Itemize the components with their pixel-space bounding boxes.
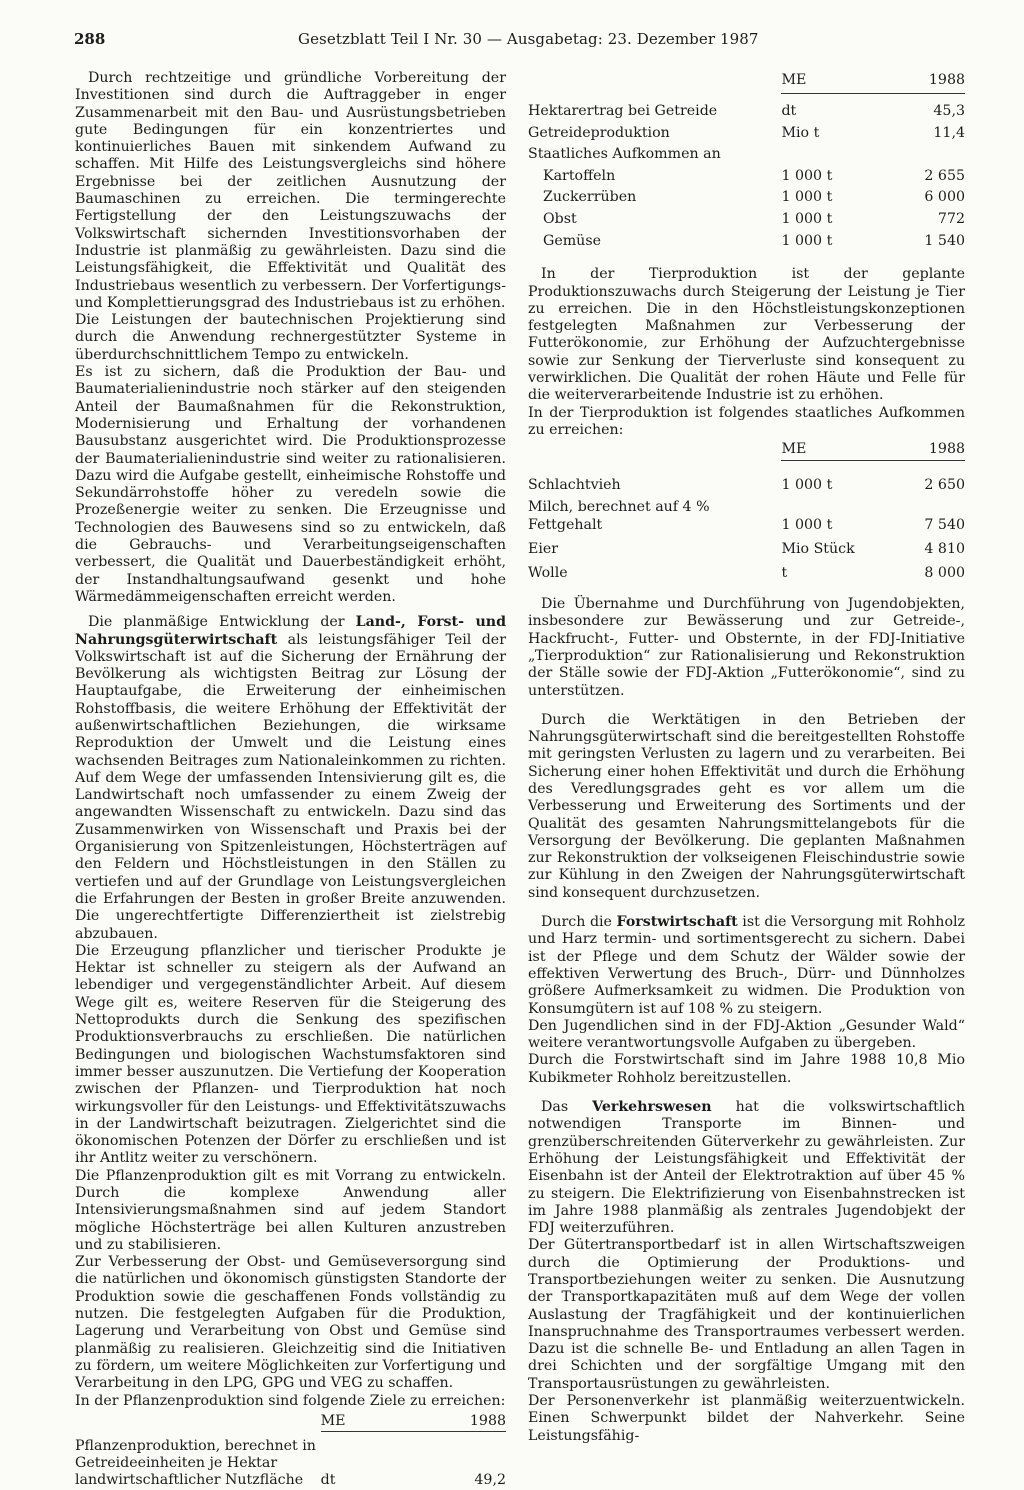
table-cell-label: Schlachtvieh xyxy=(528,476,621,493)
table-cell-unit: 1 000 t xyxy=(781,211,833,228)
table-cell-label: Wolle xyxy=(528,564,568,581)
table-cell-value: 7 540 xyxy=(924,516,965,533)
table-cell-label: Eier xyxy=(528,540,559,557)
table-cell-unit: 1 000 t xyxy=(781,232,833,249)
table-row xyxy=(528,187,965,209)
table-cell-label: Zuckerrüben xyxy=(543,189,637,206)
table-row xyxy=(528,494,965,534)
table-cell-unit: 1 000 t xyxy=(781,476,833,493)
table-header-year: 1988 xyxy=(424,1413,506,1432)
paragraph: Die Erzeugung pflanzlicher und tierischer Produkte je Hektar ist schneller zu steigern als der Aufwand an lebendiger und vergegenständlichter Arbeit. Auf diesem Wege gilt es, weitere Reserven für die Steigerung des Nettoprodukts durch die Senkung des spezifischen Produktionsverbrauchs zu erschließen. Die natürlichen Bedingungen und biologischen Wachstumsfaktoren sind immer besser auszunutzen. Die Vertiefung der Kooperation zwischen der Pflanzen- und Tierproduktion hat noch wirkungsvoller für den Leistungs- und Effektivitätszuwachs in der Landwirtschaft beizutragen. Zielgerichtet sind die ökonomischen Potenzen der Dörfer zu erschließen und ist ihr Antlitz weiter zu verschönern. xyxy=(75,942,506,1167)
table-cell-unit: Mio t xyxy=(781,124,820,141)
paragraph-text: hat die volkswirtschaftlich notwendigen Transporte im Binnen- und grenzüberschreitenden Güterverkehr zu gewährleisten. Zur Erhöhung der Leistungsfähigkeit und Effektivität der Eisenbahn ist der Anteil der Elektrotraktion auf über 45 % zu steigern. Die Elektrifizierung von Eisenbahnstrecken ist im Jahre 1988 planmäßig als zentrales Jugendobjekt der FDJ weiterzuführen. xyxy=(528,1099,965,1237)
plant-production-table xyxy=(75,1413,506,1490)
paragraph-text: Die planmäßige Entwicklung der xyxy=(88,614,356,631)
table-cell-unit: 1 000 t xyxy=(781,516,833,533)
paragraph: In der Tierproduktion ist folgendes staatliches Aufkommen zu erreichen: xyxy=(528,404,965,438)
running-title: Gesetzblatt Teil I Nr. 30 — Ausgabetag: 23. Dezember 1987 xyxy=(298,30,759,48)
table-cell-value: 45,3 xyxy=(933,103,965,120)
table-cell-label: Getreideproduktion xyxy=(528,124,670,141)
table-header-row xyxy=(528,70,965,93)
table-row xyxy=(528,534,965,558)
paragraph: Zur Verbesserung der Obst- und Gemüseversorgung sind die natürlichen und ökonomisch günstigsten Standorte der Produktion sowie die geschaffenen Fonds vollständig zu nutzen. Die festgelegten Aufgaben für die Produktion, Lagerung und Verarbeitung von Obst und Gemüse sind planmäßig zu realisieren. Gleichzeitig sind die Initiativen zu fördern, um weitere Möglichkeiten zur Vorfertigung und Verarbeitung in den LPG, GPG und VEG zu schaffen. xyxy=(75,1254,506,1392)
table-row xyxy=(528,123,965,145)
table-row xyxy=(528,231,965,253)
left-column xyxy=(75,70,506,1490)
paragraph: In der Pflanzenproduktion sind folgende Ziele zu erreichen: xyxy=(75,1392,506,1409)
section-keyword: Forstwirtschaft xyxy=(616,914,738,931)
table-cell-unit: dt xyxy=(781,103,797,120)
page-number: 288 xyxy=(74,30,106,48)
animal-production-table xyxy=(528,441,965,582)
table-header-year: 1988 xyxy=(886,441,965,460)
table-cell-value: 49,2 xyxy=(474,1472,506,1489)
table-cell-unit: dt xyxy=(320,1472,336,1489)
table-cell-label: Obst xyxy=(543,211,577,228)
table-header-unit: ME xyxy=(781,441,886,460)
table-cell-value: 11,4 xyxy=(933,124,965,141)
paragraph: Durch die Forstwirtschaft sind im Jahre 1988 10,8 Mio Kubikmeter Rohholz bereitzustellen. xyxy=(528,1052,965,1086)
paragraph xyxy=(528,1099,965,1237)
table-cell-value: 4 810 xyxy=(924,540,965,557)
table-cell-unit: 1 000 t xyxy=(781,189,833,206)
table-cell-unit: t xyxy=(781,564,788,581)
table-cell-unit: 1 000 t xyxy=(781,167,833,184)
table-cell-value: 1 540 xyxy=(924,232,965,249)
right-column xyxy=(528,70,965,1445)
table-row xyxy=(528,144,965,166)
section-keyword: Land-, Forst- und Nahrungsgüterwirtschaft xyxy=(75,614,506,648)
table-row xyxy=(528,101,965,123)
paragraph: Der Personenverkehr ist planmäßig weiterzuentwickeln. Einen Schwerpunkt bildet der Nahverkehr. Seine Leistungsfähig- xyxy=(528,1393,965,1444)
paragraph: Die Leistungen der bautechnischen Projektierung sind durch die Anwendung rechnergestützter Systeme in überdurchschnittlichem Tempo zu entwickeln. xyxy=(75,312,506,363)
table-cell-value: 6 000 xyxy=(924,189,965,206)
table-row xyxy=(528,558,965,582)
section-keyword: Verkehrswesen xyxy=(592,1099,712,1116)
paragraph: Den Jugendlichen sind in der FDJ-Aktion „Gesunder Wald“ weitere verantwortungsvolle Aufgaben zu übergeben. xyxy=(528,1017,965,1052)
paragraph-text: Durch die xyxy=(541,914,617,931)
paragraph-text: ist die Versorgung mit Rohholz und Harz termin- und sortimentsgerecht zu sichern. Dabei ist der Pflege und dem Schutz der Wälder sowie der effektiven Verwertung des Bruch-, Dürr- und Dünnholzes größere Aufmerksamkeit zu widmen. Die Produktion von Konsumgütern ist auf 108 % zu steigern. xyxy=(528,914,965,1017)
table-header-row xyxy=(75,1413,506,1432)
paragraph xyxy=(528,914,965,1018)
table-cell-label: Pflanzenproduktion, berechnet in Getreideeinheiten je Hektar landwirtschaftlicher Nutzfläche xyxy=(75,1437,316,1489)
table-cell-label: Gemüse xyxy=(543,232,601,249)
paragraph-text: als leistungsfähiger Teil der Volkswirtschaft ist auf die Sicherung der Ernährung der Bevölkerung als wichtigsten Beitrag zur Lösung der Hauptaufgabe, die Erweiterung der einheimischen Rohstoffbasis, die weitere Erhöhung der Effektivität der außenwirtschaftlichen Beziehungen, die wirksame Reproduktion der Umwelt und die Leistung eines wachsenden Beitrages zum Nationaleinkommen zu richten. Auf dem Wege der umfassenden Intensivierung gilt es, die Landwirtschaft noch umfassender zu einem Zweig der angewandten Wissenschaft zu entwickeln. Dazu sind das Zusammenwirken von Wissenschaft und Praxis bei der Organisierung von Spitzenleistungen, Höchsterträgen auf den Feldern und Höchstleistungen in den Ställen zu vertiefen und auf der Grundlage von Leistungsvergleichen die Erfahrungen der Besten in großer Breite anzuwenden. Die ungerechtfertigte Differenziertheit ist zielstrebig abzubauen. xyxy=(75,631,506,942)
table-header-unit: ME xyxy=(321,1413,424,1432)
table-row xyxy=(528,209,965,231)
paragraph: In der Tierproduktion ist der geplante Produktionszuwachs durch Steigerung der Leistung je Tier zu erreichen. Die in den Höchstleistungskonzeptionen festgelegten Maßnahmen zur Verbesserung der Futterökonomie, zur Erhöhung der Aufzuchtergebnisse sowie zur Senkung der Tierverluste sind konsequent zu verwirklichen. Die Qualität der rohen Häute und Felle für die weiterverarbeitende Industrie ist zu erhöhen. xyxy=(528,266,965,404)
table-cell-value xyxy=(886,144,965,166)
paragraph-text: Das xyxy=(541,1099,593,1116)
table-cell-label: Staatliches Aufkommen an xyxy=(528,146,721,163)
paragraph: Durch rechtzeitige und gründliche Vorbereitung der Investitionen sind durch die Auftraggeber in enger Zusammenarbeit mit den Bau- und Ausrüstungsbetrieben gute Bedingungen für ein konzentriertes und kontinuierliches Bauen mit sinkendem Aufwand zu schaffen. Mit Hilfe des Leistungsvergleichs sind höhere Ergebnisse bei der zeitlichen Ausnutzung der Baumaschinen zu erreichen. Die termingerechte Fertigstellung der den Leistungszuwachs der Volkswirtschaft sichernden Investitionsvorhaben der Industrie ist planmäßig zu gewährleisten. Dazu sind die Leistungsfähigkeit, die Effektivität und Qualität des Industriebaus wesentlich zu verbessern. Der Vorfertigungs- und Komplettierungsgrad des Industriebaus ist zu erhöhen. xyxy=(75,70,506,311)
paragraph: Der Gütertransportbedarf ist in allen Wirtschaftszweigen durch die Optimierung der Produktions- und Transportbeziehungen weiter zu senken. Die Ausnutzung der Transportkapazitäten muß auf dem Wege der vollen Auslastung der Tragfähigkeit und der kontinuierlichen Inanspruchnahme des Transportraumes verbessert werden. Dazu ist die schnelle Be- und Entladung an allen Tagen in drei Schichten und der sorgfältige Umgang mit den Transportausrüstungen zu gewährleisten. xyxy=(528,1237,965,1392)
table-header-unit: ME xyxy=(781,70,886,93)
table-cell-label: Milch, berechnet auf 4 % Fettgehalt xyxy=(528,499,710,533)
paragraph: Die Übernahme und Durchführung von Jugendobjekten, insbesondere zur Bewässerung und zur Getreide-, Hackfrucht-, Futter- und Obsternte, in der FDJ-Initiative „Tierproduktion“ zur Rationalisierung und Rekonstruktion der Ställe sowie der FDJ-Aktion „Futterökonomie“, sind zu unterstützen. xyxy=(528,596,965,699)
table-row xyxy=(75,1432,506,1490)
paragraph xyxy=(75,614,506,943)
table-cell-value: 8 000 xyxy=(924,564,965,581)
table-cell-label: Hektarertrag bei Getreide xyxy=(528,103,718,120)
table-cell-value: 2 650 xyxy=(924,476,965,493)
table-cell-unit: Mio Stück xyxy=(781,540,855,557)
table-header-row xyxy=(528,441,965,460)
paragraph: Die Pflanzenproduktion gilt es mit Vorrang zu entwickeln. Durch die komplexe Anwendung aller Intensivierungsmaßnahmen sind auf jedem Standort mögliche Höchsterträge bei allen Kulturen anzustreben und zu stabilisieren. xyxy=(75,1167,506,1253)
crop-production-table xyxy=(528,70,965,252)
table-header-year: 1988 xyxy=(886,70,965,93)
page-header xyxy=(74,30,964,52)
paragraph: Es ist zu sichern, daß die Produktion der Bau- und Baumaterialienindustrie noch stärker auf den steigenden Anteil der Baumaßnahmen für die Rekonstruktion, Modernisierung und Erhaltung der vorhandenen Bausubstanz ausgerichtet wird. Die Produktionsprozesse der Baumaterialienindustrie sind weiter zu rationalisieren. Dazu wird die Aufgabe gestellt, einheimische Rohstoffe und Sekundärrohstoffe höher zu veredeln sowie die Prozeßenergie weiter zu senken. Die Erzeugnisse und Technologien des Bauwesens sind so zu entwickeln, daß die Gebrauchs- und Verarbeitungseigenschaften verbessert, die Qualität und Dauerbeständigkeit erhöht, der Instandhaltungsaufwand gesenkt und hohe Wärmedämmeigenschaften erreicht werden. xyxy=(75,364,506,605)
paragraph: Durch die Werktätigen in den Betrieben der Nahrungsgüterwirtschaft sind die bereitgestellten Rohstoffe mit geringsten Verlusten zu lagern und zu verarbeiten. Bei Sicherung einer hohen Effektivität und durch die Erhöhung des Veredlungsgrades geht es vor allem um die Verbesserung und Erweiterung des Sortiments und der Qualität des gesamten Nahrungsmittelangebots für die Versorgung der Bevölkerung. Die geplanten Maßnahmen zur Rekonstruktion der volkseigenen Fleischindustrie sowie zur Kühlung in den Zweigen der Nahrungsgüterwirtschaft sind konsequent durchzusetzen. xyxy=(528,711,965,901)
table-cell-value: 772 xyxy=(937,211,965,228)
table-row xyxy=(528,166,965,188)
table-cell-value: 2 655 xyxy=(924,167,965,184)
table-row xyxy=(528,470,965,494)
table-cell-unit xyxy=(781,144,886,166)
table-cell-label: Kartoffeln xyxy=(543,167,616,184)
